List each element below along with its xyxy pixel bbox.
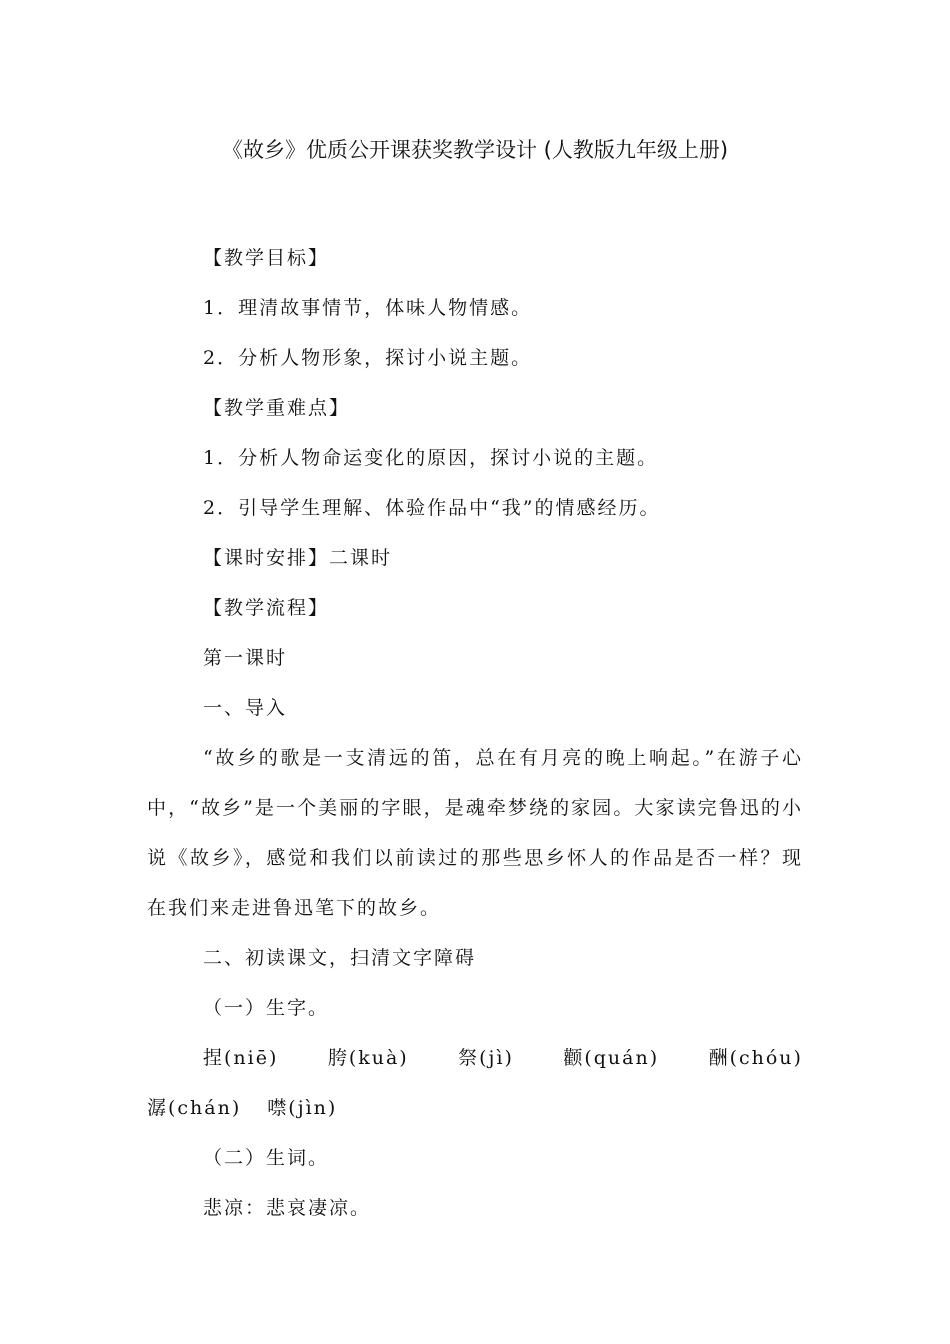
section-two-heading: 二、初读课文，扫清文字障碍: [203, 947, 477, 969]
char-item: 祭(jì): [458, 1047, 514, 1069]
intro-paragraph: “故乡的歌是一支清远的笛，总在有月亮的晚上响起。”在游子心中，“故乡”是一个美丽的字眼，是魂牵梦绕的家园。大家读完鲁迅的小说《故乡》，感觉和我们以前读过的那些思乡怀人的作品是否一样？现在我们来走进鲁迅笔下的故乡。: [147, 747, 803, 919]
new-characters-heading: （一）生字。: [203, 997, 330, 1019]
char-item: 捏(niē): [203, 1047, 279, 1069]
char-item: 噤(jìn): [267, 1097, 338, 1119]
goal-item-2: 2．分析人物形象，探讨小说主题。: [203, 347, 533, 369]
heading-teaching-goals: 【教学目标】: [203, 247, 330, 269]
new-characters-row-2: [147, 1083, 803, 1133]
lesson-one-label: 第一课时: [203, 647, 288, 669]
heading-teaching-flow: 【教学流程】: [203, 597, 330, 619]
key-point-2: 2．引导学生理解、体验作品中“我”的情感经历。: [203, 497, 661, 519]
char-item: 潺(chán): [147, 1097, 242, 1119]
section-intro-heading: 一、导入: [203, 697, 288, 719]
key-point-1: 1．分析人物命运变化的原因，探讨小说的主题。: [203, 447, 659, 469]
char-item: 酬(chóu): [708, 1047, 803, 1069]
char-item: 胯(kuà): [327, 1047, 409, 1069]
schedule-line: 【课时安排】二课时: [203, 547, 393, 569]
char-item: 颧(quán): [563, 1047, 660, 1069]
document-title: 《故乡》优质公开课获奖教学设计 (人教版九年级上册): [221, 138, 729, 162]
new-characters-row-1: [147, 1033, 803, 1083]
goal-item-1: 1．理清故事情节，体味人物情感。: [203, 297, 533, 319]
heading-key-points: 【教学重难点】: [203, 397, 351, 419]
document-body: [147, 233, 803, 1233]
new-characters-list: [147, 1033, 803, 1133]
word-definition: 悲凉：悲哀凄凉。: [203, 1197, 372, 1219]
new-words-heading: （二）生词。: [203, 1147, 330, 1169]
